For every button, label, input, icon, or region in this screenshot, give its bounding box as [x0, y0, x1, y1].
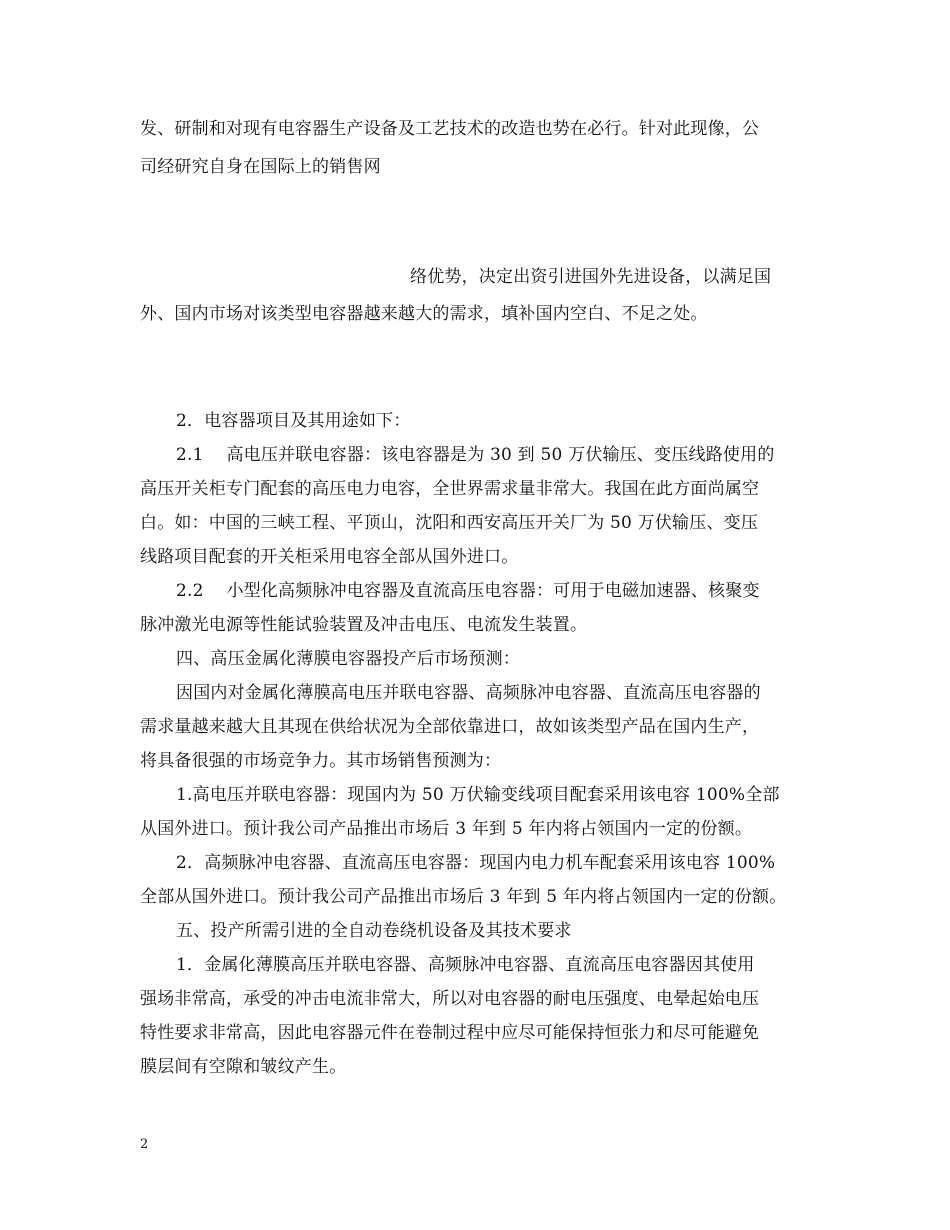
text-line: 将具备很强的市场竞争力。其市场销售预测为：	[140, 751, 502, 771]
text-line: 需求量越来越大且其现在供给状况为全部依靠进口，故如该类型产品在国内生产，	[140, 717, 760, 737]
text-line: 膜层间有空隙和皱纹产生。	[140, 1057, 347, 1077]
section-heading: 四、高压金属化薄膜电容器投产后市场预测：	[176, 649, 520, 669]
text-line: 白。如：中国的三峡工程、平顶山，沈阳和西安高压开关厂为 50 万伏输压、变压	[140, 513, 759, 533]
text-line: 1.高电压并联电容器：现国内为 50 万伏输变线项目配套采用该电容 100%全部	[176, 785, 780, 805]
text-line: 外、国内市场对该类型电容器越来越大的需求，填补国内空白、不足之处。	[140, 304, 708, 324]
text-line: 络优势，决定出资引进国外先进设备，以满足国	[410, 267, 772, 287]
text-line: 从国外进口。预计我公司产品推出市场后 3 年到 5 年内将占领国内一定的份额。	[140, 819, 753, 839]
section-heading: 五、投产所需引进的全自动卷绕机设备及其技术要求	[176, 921, 572, 941]
text-line: 发、研制和对现有电容器生产设备及工艺技术的改造也势在必行。针对此现像，公	[140, 119, 760, 139]
text-line: 高压开关柜专门配套的高压电力电容，全世界需求量非常大。我国在此方面尚属空	[140, 479, 760, 499]
text-line: 强场非常高，承受的冲击电流非常大，所以对电容器的耐电压强度、电晕起始电压	[140, 989, 760, 1009]
text-line: 2.1 高电压并联电容器：该电容器是为 30 到 50 万伏输压、变压线路使用的	[176, 445, 775, 465]
section-heading: 2．电容器项目及其用途如下：	[176, 411, 411, 431]
text-line: 特性要求非常高，因此电容器元件在卷制过程中应尽可能保持恒张力和尽可能避免	[140, 1023, 760, 1043]
page-number: 2	[140, 1137, 149, 1152]
text-line: 脉冲激光电源等性能试验装置及冲击电压、电流发生装置。	[140, 615, 588, 635]
text-line: 因国内对金属化薄膜高电压并联电容器、高频脉冲电容器、直流高压电容器的	[176, 683, 761, 703]
text-line: 2.2 小型化高频脉冲电容器及直流高压电容器：可用于电磁加速器、核聚变	[176, 581, 760, 601]
text-line: 2．高频脉冲电容器、直流高压电容器：现国内电力机车配套采用该电容 100%	[176, 853, 776, 873]
text-line: 1．金属化薄膜高压并联电容器、高频脉冲电容器、直流高压电容器因其使用	[176, 955, 755, 975]
text-line: 全部从国外进口。预计我公司产品推出市场后 3 年到 5 年内将占领国内一定的份额。	[140, 887, 787, 907]
text-line: 线路项目配套的开关柜采用电容全部从国外进口。	[140, 547, 519, 567]
text-line: 司经研究自身在国际上的销售网	[140, 157, 381, 177]
